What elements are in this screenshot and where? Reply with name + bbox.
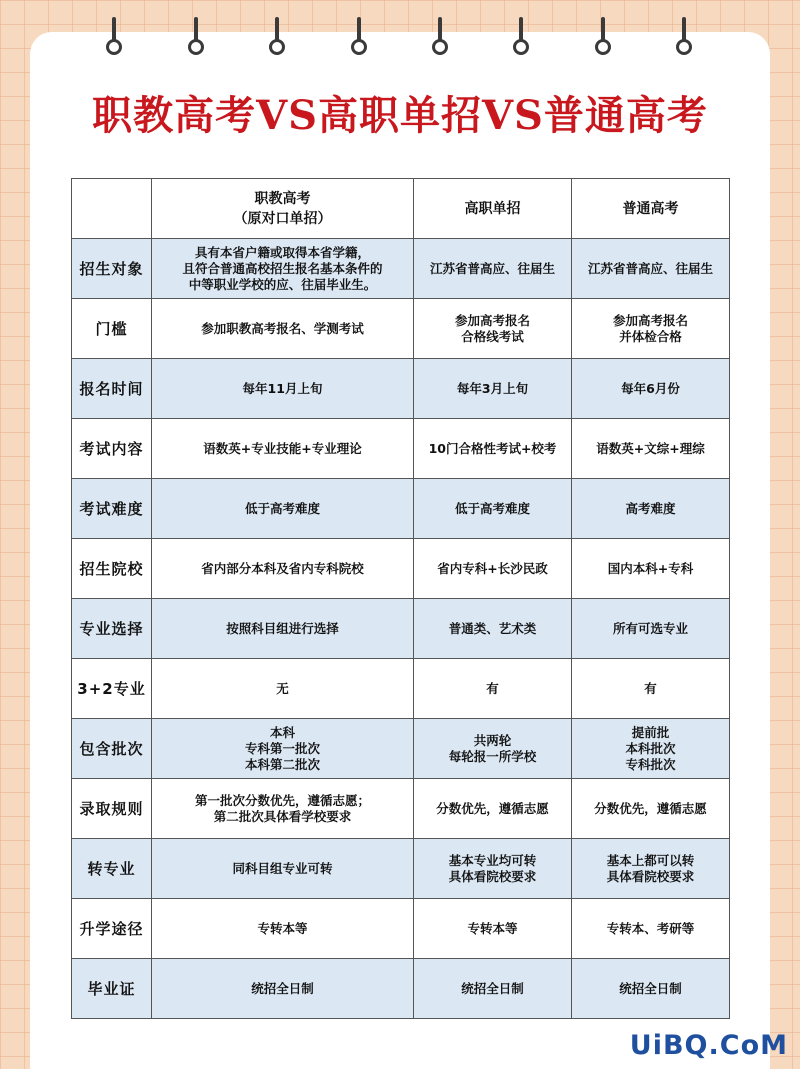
cell-single: 江苏省普高应、往届生 xyxy=(414,239,572,299)
table-row xyxy=(72,719,730,779)
cell-vocational: 参加职教高考报名、学测考试 xyxy=(152,299,414,359)
cell-vocational: 低于高考难度 xyxy=(152,479,414,539)
table-header-row xyxy=(72,179,730,239)
row-label: 招生对象 xyxy=(72,239,152,299)
cell-single: 省内专科+长沙民政 xyxy=(414,539,572,599)
cell-vocational: 省内部分本科及省内专科院校 xyxy=(152,539,414,599)
row-label: 招生院校 xyxy=(72,539,152,599)
cell-vocational: 本科 专科第一批次 本科第二批次 xyxy=(152,719,414,779)
cell-single: 基本专业均可转 具体看院校要求 xyxy=(414,839,572,899)
binder-ring-icon xyxy=(106,17,122,59)
cell-general: 参加高考报名 并体检合格 xyxy=(572,299,730,359)
cell-vocational: 具有本省户籍或取得本省学籍， 且符合普通高校招生报名基本条件的 中等职业学校的应、往届毕业生。 xyxy=(152,239,414,299)
row-label: 专业选择 xyxy=(72,599,152,659)
binder-rings xyxy=(0,0,800,60)
binder-ring-icon xyxy=(676,17,692,59)
binder-ring-icon xyxy=(432,17,448,59)
row-label: 转专业 xyxy=(72,839,152,899)
table-row xyxy=(72,959,730,1019)
cell-single: 专转本等 xyxy=(414,899,572,959)
cell-single: 统招全日制 xyxy=(414,959,572,1019)
cell-single: 有 xyxy=(414,659,572,719)
cell-general: 每年6月份 xyxy=(572,359,730,419)
cell-vocational: 每年11月上旬 xyxy=(152,359,414,419)
cell-vocational: 统招全日制 xyxy=(152,959,414,1019)
cell-single: 分数优先，遵循志愿 xyxy=(414,779,572,839)
cell-vocational: 按照科目组进行选择 xyxy=(152,599,414,659)
binder-ring-icon xyxy=(269,17,285,59)
header-empty-cell xyxy=(72,179,152,239)
row-label: 报名时间 xyxy=(72,359,152,419)
cell-general: 高考难度 xyxy=(572,479,730,539)
cell-general: 所有可选专业 xyxy=(572,599,730,659)
cell-general: 专转本、考研等 xyxy=(572,899,730,959)
page-title: 职教高考VS高职单招VS普通高考 xyxy=(92,92,708,139)
binder-ring-icon xyxy=(513,17,529,59)
binder-ring-icon xyxy=(351,17,367,59)
table-row xyxy=(72,419,730,479)
binder-ring-icon xyxy=(595,17,611,59)
table-row xyxy=(72,779,730,839)
table-row xyxy=(72,299,730,359)
cell-single: 低于高考难度 xyxy=(414,479,572,539)
table-row xyxy=(72,599,730,659)
cell-vocational: 语数英+专业技能+专业理论 xyxy=(152,419,414,479)
row-label: 考试难度 xyxy=(72,479,152,539)
table-row xyxy=(72,479,730,539)
comparison-table xyxy=(71,178,730,1019)
binder-ring-icon xyxy=(188,17,204,59)
row-label: 录取规则 xyxy=(72,779,152,839)
cell-single: 参加高考报名 合格线考试 xyxy=(414,299,572,359)
row-label: 考试内容 xyxy=(72,419,152,479)
cell-vocational: 第一批次分数优先，遵循志愿； 第二批次具体看学校要求 xyxy=(152,779,414,839)
cell-vocational: 专转本等 xyxy=(152,899,414,959)
cell-vocational: 同科目组专业可转 xyxy=(152,839,414,899)
cell-general: 提前批 本科批次 专科批次 xyxy=(572,719,730,779)
row-label: 门槛 xyxy=(72,299,152,359)
cell-single: 共两轮 每轮报一所学校 xyxy=(414,719,572,779)
cell-single: 普通类、艺术类 xyxy=(414,599,572,659)
cell-general: 有 xyxy=(572,659,730,719)
cell-general: 基本上都可以转 具体看院校要求 xyxy=(572,839,730,899)
table-row xyxy=(72,239,730,299)
row-label: 毕业证 xyxy=(72,959,152,1019)
table-row xyxy=(72,659,730,719)
cell-single: 10门合格性考试+校考 xyxy=(414,419,572,479)
header-general-exam: 普通高考 xyxy=(572,179,730,239)
table-row xyxy=(72,839,730,899)
table-row xyxy=(72,359,730,419)
header-vocational-exam: 职教高考 （原对口单招） xyxy=(152,179,414,239)
cell-single: 每年3月上旬 xyxy=(414,359,572,419)
cell-general: 江苏省普高应、往届生 xyxy=(572,239,730,299)
table-row xyxy=(72,899,730,959)
cell-general: 国内本科+专科 xyxy=(572,539,730,599)
row-label: 升学途径 xyxy=(72,899,152,959)
cell-general: 统招全日制 xyxy=(572,959,730,1019)
table-row xyxy=(72,539,730,599)
cell-vocational: 无 xyxy=(152,659,414,719)
cell-general: 语数英+文综+理综 xyxy=(572,419,730,479)
watermark: UiBQ.CoM xyxy=(629,1030,788,1061)
row-label: 3+2专业 xyxy=(72,659,152,719)
row-label: 包含批次 xyxy=(72,719,152,779)
cell-general: 分数优先，遵循志愿 xyxy=(572,779,730,839)
header-single-enrollment: 高职单招 xyxy=(414,179,572,239)
